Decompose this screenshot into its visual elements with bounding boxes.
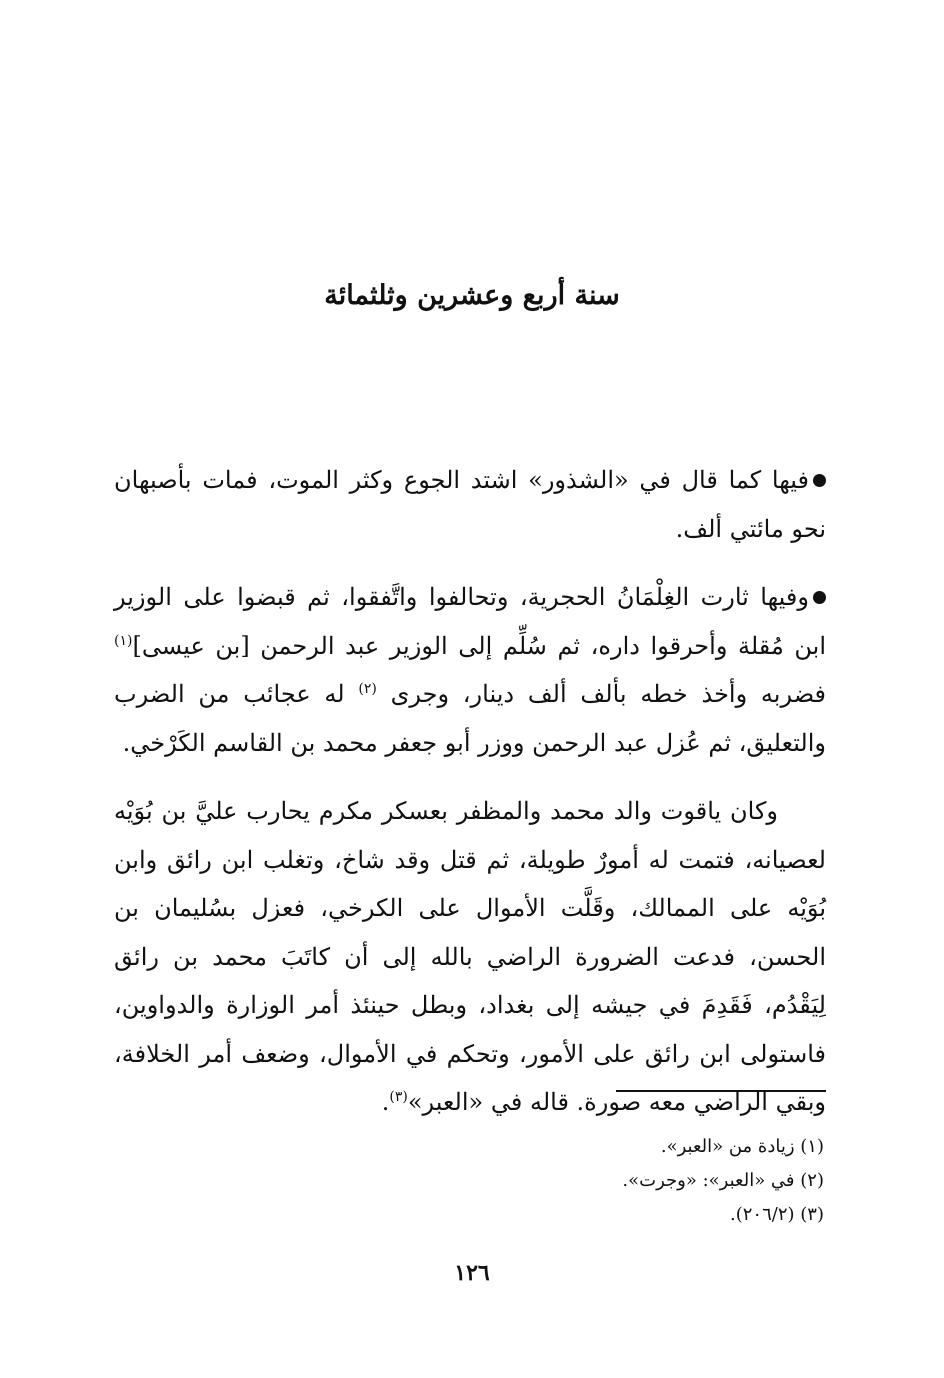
footnote-ref-3: (٣) [389, 1089, 408, 1105]
footnote-2: (٢) في «العبر»: «وجرت». [622, 1170, 824, 1191]
paragraph-1-text: فيها كما قال في «الشذور» اشتد الجوع وكثر الموت، فمات بأصبهان نحو مائتي ألف. [114, 466, 826, 543]
bullet-icon [813, 591, 826, 604]
chapter-title: سنة أربع وعشرين وثلثمائة [324, 280, 620, 311]
footnote-ref-1: (١) [114, 632, 133, 649]
footnote-ref-2: (٢) [358, 681, 377, 697]
paragraph-2-text-b: فضربه وأخذ خطه بألف ألف دينار، وجرى [376, 680, 826, 708]
bullet-icon [813, 474, 826, 487]
paragraph-3 [114, 787, 826, 1127]
paragraph-3-text-a: وكان ياقوت والد محمد والمظفر بعسكر مكرم يحارب عليَّ بن بُوَيْه لعصيانه، فتمت له أمورٌ طويلة، ثم قتل وقد شاخ، وتغلب ابن رائق وابن بُوَيْه على الممالك، وقَلَّت الأموال على الكرخي، فعزل بسُليمان بن الحسن، فدعت الضرورة الراضي بالله إلى أن كاتَبَ محمد بن رائق لِيَقْدُم، فَقَدِمَ في جيشه إلى بغداد، وبطل حينئذ أمر الوزارة والدواوين، فاستولى ابن رائق على الأمور، وتحكم في الأموال، وضعف أمر الخلافة، وبقي الراضي معه صورة. قاله في «العبر» [114, 797, 826, 1116]
page-number: ١٢٦ [454, 1260, 490, 1286]
footnotes [324, 1130, 824, 1232]
paragraph-2 [114, 573, 826, 767]
footnote-3: (٣) (٢٠٦/٢). [730, 1204, 824, 1225]
paragraph-2-text-c: له عجائب من الضرب والتعليق، ثم عُزل عبد الرحمن ووزر أبو جعفر محمد بن القاسم الكَرْخي. [114, 680, 826, 757]
paragraph-2-text-a: وفيها ثارت الغِلْمَانُ الحجرية، وتحالفوا واتَّفقوا، ثم قبضوا على الوزير ابن مُقلة وأحرقوا داره، ثم سُلِّم إلى الوزير عبد الرحمن [بن عيسى] [114, 583, 826, 660]
body-text [114, 456, 826, 1127]
paragraph-1 [114, 456, 826, 553]
paragraph-3-text-b: . [381, 1088, 390, 1116]
footnote-divider [616, 1090, 826, 1092]
footnote-1: (١) زيادة من «العبر». [660, 1136, 824, 1157]
